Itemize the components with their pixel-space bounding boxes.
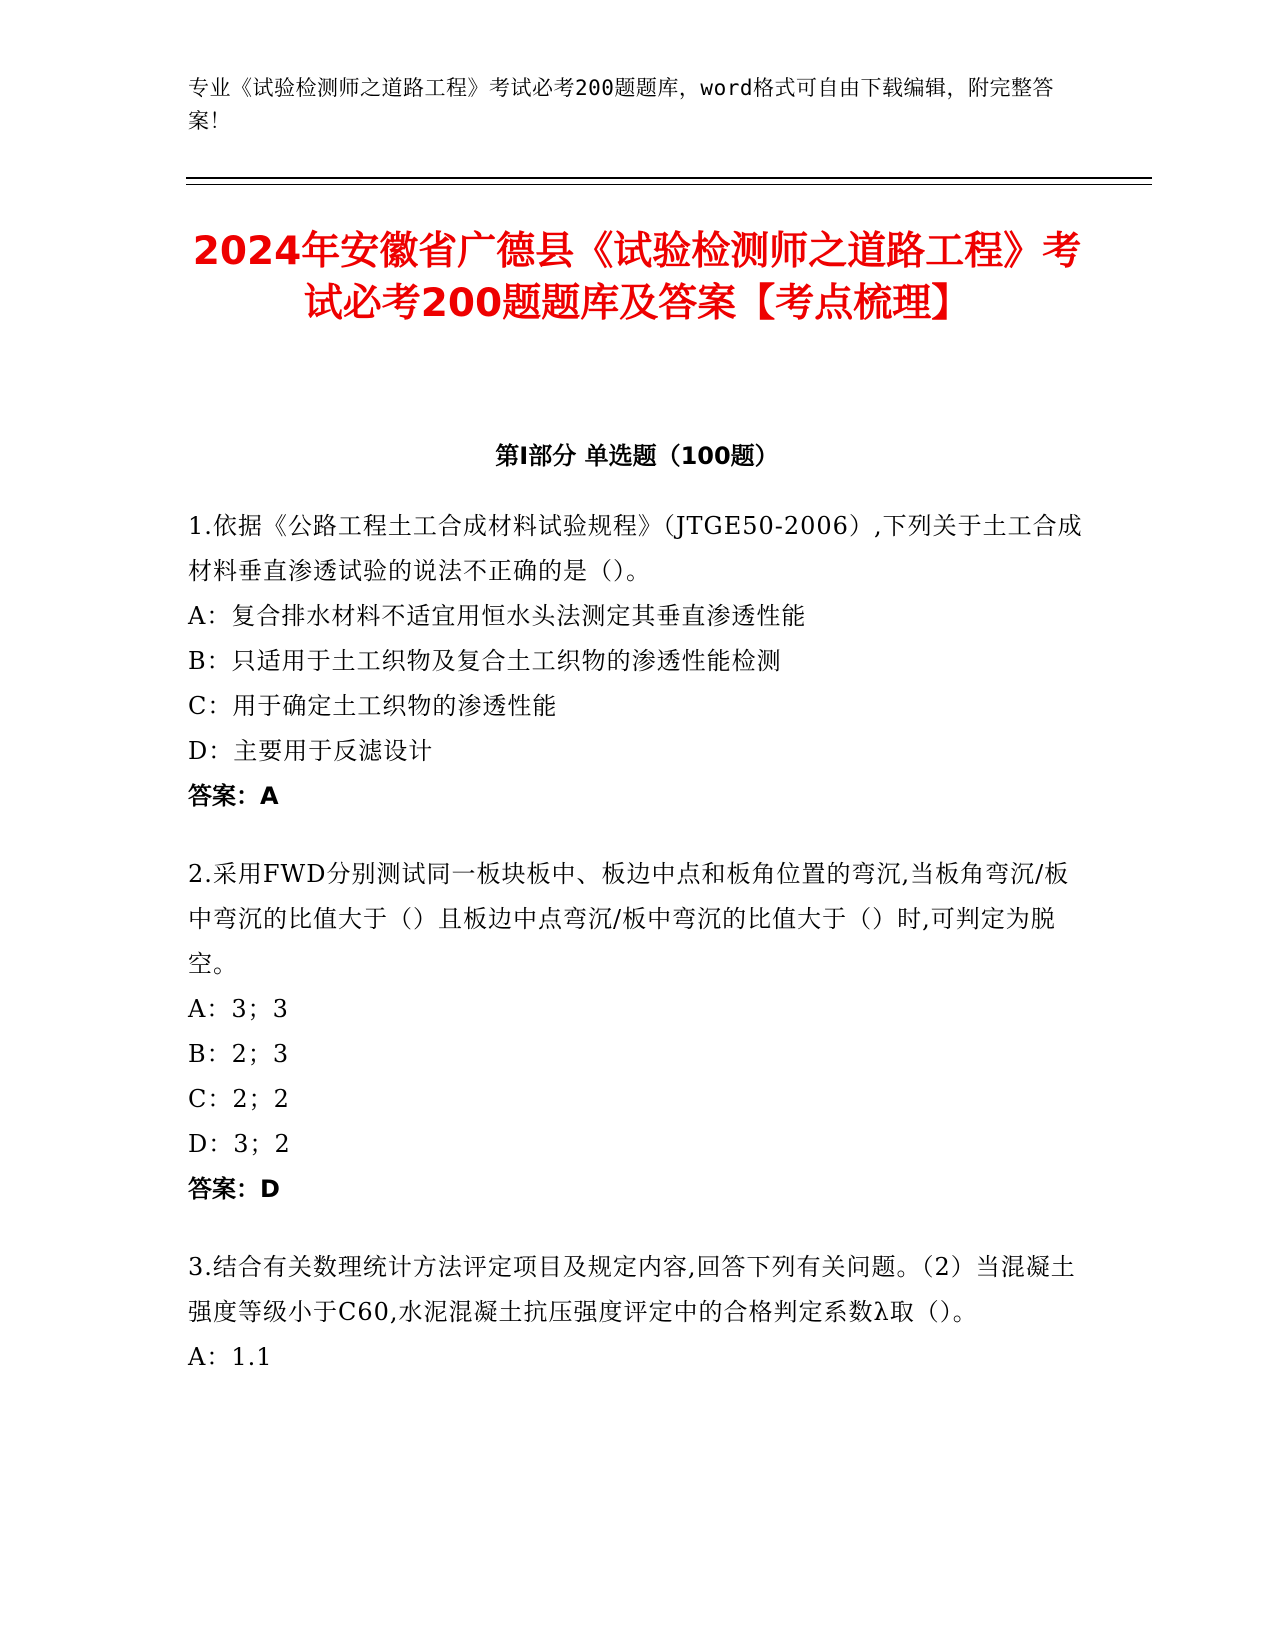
option-d: D：3；2 — [188, 1130, 291, 1158]
header-divider-thin — [186, 184, 1152, 185]
answer-value: A — [260, 782, 279, 810]
answer-label: 答案： — [188, 782, 260, 810]
answer — [188, 1167, 1088, 1212]
question-2 — [188, 852, 1088, 1212]
option-b: B：2；3 — [188, 1040, 290, 1068]
option-a: A：1.1 — [188, 1343, 273, 1371]
question-stem: 3.结合有关数理统计方法评定项目及规定内容,回答下列有关问题。（2）当混凝土强度等级小于C60,水泥混凝土抗压强度评定中的合格判定系数λ取（）。 — [188, 1253, 1076, 1326]
option-c: C：用于确定土工织物的渗透性能 — [188, 692, 558, 720]
option-a: A：3；3 — [188, 995, 289, 1023]
document-title: 2024年安徽省广德县《试验检测师之道路工程》考试必考200题题库及答案【考点梳理】 — [192, 229, 1082, 326]
answer — [188, 774, 1088, 819]
option-c: C：2；2 — [188, 1085, 290, 1113]
question-3 — [188, 1245, 1088, 1380]
question-stem: 1.依据《公路工程土工合成材料试验规程》（JTGE50-2006）,下列关于土工合成材料垂直渗透试验的说法不正确的是（）。 — [188, 512, 1083, 585]
question-1 — [188, 504, 1088, 819]
header-divider-thick — [186, 177, 1152, 179]
option-b: B：只适用于土工织物及复合土工织物的渗透性能检测 — [188, 647, 782, 675]
header-note: 专业《试验检测师之道路工程》考试必考200题题库，word格式可自由下载编辑，附完整答案！ — [188, 76, 1054, 133]
question-stem: 2.采用FWD分别测试同一板块板中、板边中点和板角位置的弯沉,当板角弯沉/板中弯沉的比值大于（）且板边中点弯沉/板中弯沉的比值大于（）时,可判定为脱空。 — [188, 860, 1070, 978]
option-a: A：复合排水材料不适宜用恒水头法测定其垂直渗透性能 — [188, 602, 807, 630]
option-d: D：主要用于反滤设计 — [188, 737, 434, 765]
answer-value: D — [260, 1175, 280, 1203]
section-title: 第Ⅰ部分 单选题（100题） — [495, 442, 779, 470]
answer-label: 答案： — [188, 1175, 260, 1203]
